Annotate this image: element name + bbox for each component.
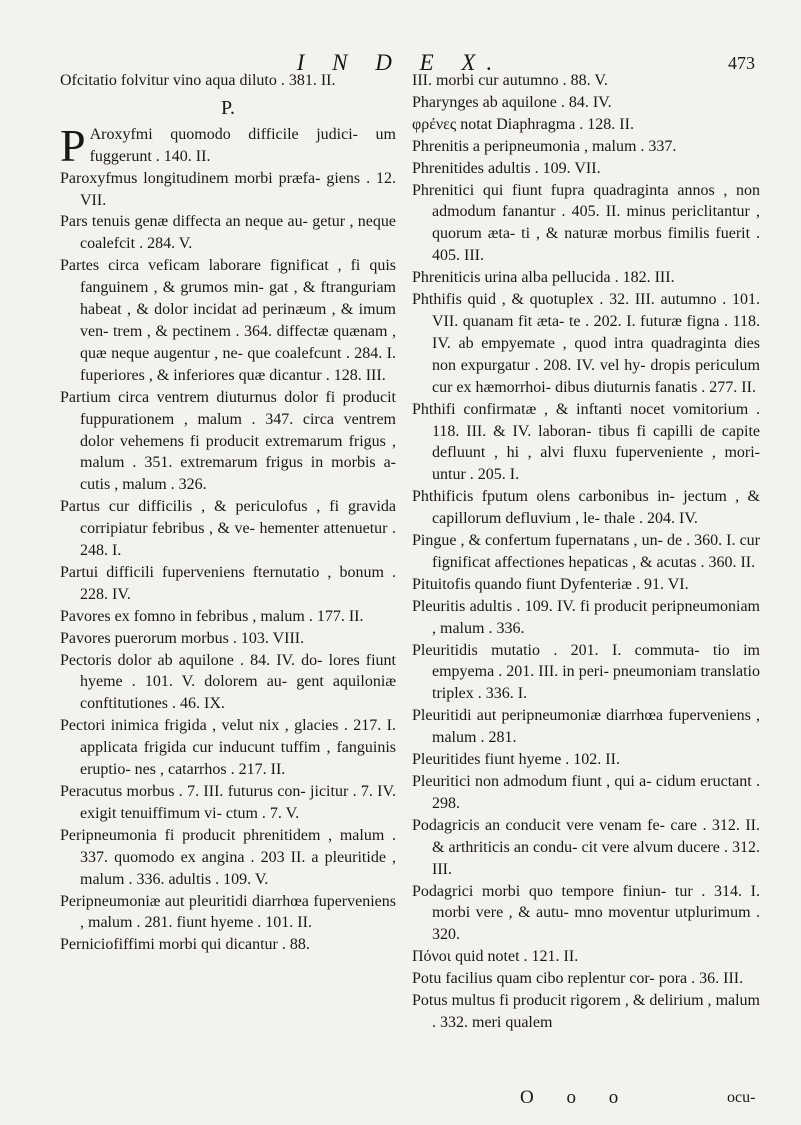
index-entry: Phreniticis urina alba pellucida . 182. III. bbox=[412, 269, 675, 287]
index-entry: Ofcitatio folvitur vino aqua diluto . 381. II. bbox=[60, 72, 336, 89]
index-entry: Partium circa ventrem diuturnus dolor fi producit fuppurationem , malum . 347. circa ventrem dolor vehemens fi producit extremarum frigus , malum . 351. extremarum frigus in morbis a- cutis , malum . 326. bbox=[60, 388, 396, 494]
index-entry: Phthificis fputum olens carbonibus in- jectum , & capillorum defluvium , le- thale . 204. IV. bbox=[412, 488, 760, 528]
signature-mark: O o o bbox=[520, 1087, 633, 1108]
index-entry: Pavores puerorum morbus . 103. VIII. bbox=[60, 629, 305, 647]
index-entry: Peripneumonia fi producit phrenitidem , malum . 337. quomodo ex angina . 203 II. a pleuritide , malum . 336. adultis . 109. V. bbox=[60, 826, 396, 888]
index-entry: Pleuritides fiunt hyeme . 102. II. bbox=[412, 751, 620, 769]
index-entry: Phrenitides adultis . 109. VII. bbox=[412, 159, 601, 177]
index-entry: Partes circa veficam laborare fignificat , fi quis fanguinem , & grumos min- gat , & ftranguriam habeat , & dolor incidat ad perinæum , & imum ven- trem , & pectinem . 364. diffectæ quænam , quæ neque augentur , ne- que coalefcunt . 284. I. fuperiores , & inferiores quæ dicantur . 128. III. bbox=[60, 257, 396, 384]
index-entry: Pavores ex fomno in febribus , malum . 177. II. bbox=[60, 607, 364, 625]
index-entry: Phrenitici qui fiunt fupra quadraginta annos , non admodum fanantur . 405. II. minus periclitantur , quorum æta- ti , & naturæ morbus fimilis fuerit . 405. III. bbox=[412, 181, 760, 265]
index-entry: Paroxyfmus longitudinem morbi præfa- giens . 12. VII. bbox=[60, 169, 396, 209]
running-title: I N D E X. bbox=[296, 50, 504, 75]
index-entry: Potu facilius quam cibo replentur cor- pora . 36. III. bbox=[412, 970, 744, 988]
index-entry: Pituitofis quando fiunt Dyfenteriæ . 91. VI. bbox=[412, 575, 689, 593]
index-entry: Pleuritidis mutatio . 201. I. commuta- tio im empyema . 201. III. in peri- pneumoniam translatio triplex . 336. I. bbox=[412, 641, 760, 703]
index-entry: Pharynges ab aquilone . 84. IV. bbox=[412, 93, 612, 111]
page-number: 473 bbox=[728, 53, 755, 73]
index-entry: Potus multus fi producit rigorem , & delirium , malum . 332. meri qualem bbox=[412, 992, 760, 1031]
index-entry: Phthifis quid , & quotuplex . 32. III. autumno . 101. VII. quanam fit æta- te . 202. I. futuræ figna . 118. IV. ab empyemate , quod intra quadraginta dies non expurgatur . 208. IV. vel hy- dropis periculum cur ex hæmorrhoi- dibus diuturnis fanatis . 277. II. bbox=[412, 291, 760, 396]
index-entry: φρένες notat Diaphragma . 128. II. bbox=[412, 115, 634, 133]
index-entry: Phthifi confirmatæ , & inftanti nocet vomitorium . 118. III. & IV. laboran- tibus fi capilli de capite defluunt , hi , alvi fluxu fuperveniente , mori- untur . 205. I. bbox=[412, 400, 760, 484]
index-entry: Partus cur difficilis , & periculofus , fi gravida corripiatur febribus , & ve- hementer attenuetur . 248. I. bbox=[60, 498, 396, 560]
index-entry: Phrenitis a peripneumonia , malum . 337. bbox=[412, 137, 677, 155]
catchword: ocu- bbox=[727, 1089, 756, 1106]
index-entry: Podagricis an conducit vere venam fe- care . 312. II. & arthriticis an condu- cit vere alvum ducere . 312. III. bbox=[412, 816, 760, 878]
index-entry: Partui difficili fuperveniens fternutatio , bonum . 228. IV. bbox=[60, 563, 396, 603]
index-entry: Pleuritis adultis . 109. IV. fi producit peripneumoniam , malum . 336. bbox=[412, 597, 760, 637]
left-column bbox=[60, 70, 396, 956]
index-entry: Pleuritidi aut peripneumoniæ diarrhœa fuperveniens , malum . 281. bbox=[412, 707, 760, 747]
index-entry: Pleuritici non admodum fiunt , qui a- cidum eructant . 298. bbox=[412, 773, 760, 812]
index-entry: Peripneumoniæ aut pleuritidi diarrhœa fuperveniens , malum . 281. fiunt hyeme . 101. II. bbox=[60, 892, 396, 932]
index-entry: Pectori inimica frigida , velut nix , glacies . 217. I. applicata frigida cur inducunt tuffim , fanguinis eruptio- nes , catarrhos . 217. II. bbox=[60, 717, 396, 779]
entry-text: Aroxyfmi quomodo difficile judici- um fuggerunt . 140. II. bbox=[89, 125, 396, 165]
index-entry bbox=[60, 119, 396, 171]
index-entry: Pingue , & confertum fupernatans , un- de . 360. I. cur fignificat affectiones hepaticas , & acutas . 360. II. bbox=[412, 532, 760, 571]
index-entry: III. morbi cur autumno . 88. V. bbox=[412, 72, 608, 89]
index-entry: Perniciofiffimi morbi qui dicantur . 88. bbox=[60, 936, 310, 954]
drop-cap: P bbox=[60, 119, 86, 171]
right-column bbox=[412, 70, 760, 1034]
index-entry: Pars tenuis genæ diffecta an neque au- getur , neque coalefcit . 284. V. bbox=[60, 213, 396, 253]
index-entry: Peracutus morbus . 7. III. futurus con- jicitur . 7. IV. exigit tenuiffimum vi- ctum . 7. V. bbox=[60, 783, 396, 822]
section-letter: P. bbox=[221, 96, 235, 119]
index-entry: Πόνοι quid notet . 121. II. bbox=[412, 948, 579, 966]
index-entry: Pectoris dolor ab aquilone . 84. IV. do- lores fiunt hyeme . 101. V. dolorem au- gent aquiloniæ conftitutiones . 46. IX. bbox=[60, 651, 396, 713]
index-entry: Podagrici morbi quo tempore finiun- tur . 314. I. morbi vere , & autu- mno moventur utplurimum . 320. bbox=[412, 882, 760, 944]
